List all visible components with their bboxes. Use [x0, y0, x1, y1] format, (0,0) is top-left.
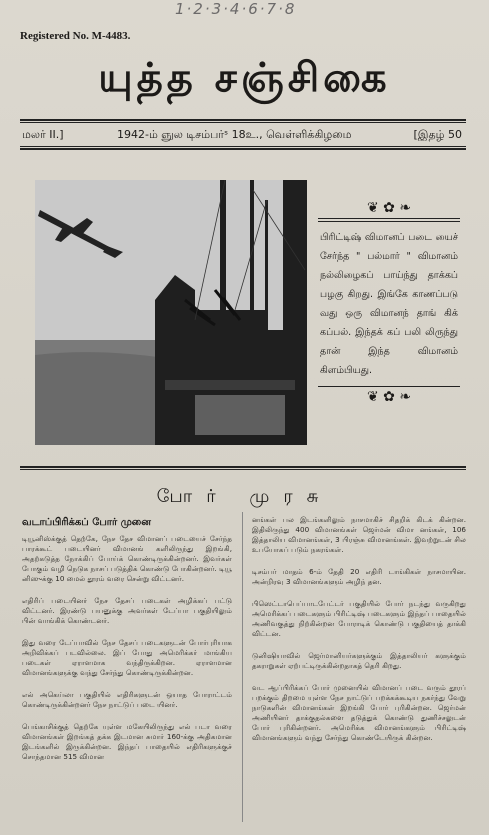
- top-rule: [20, 119, 466, 121]
- article-paragraph: டிசம்பர் மாதம் 6-ம் தேதி 20 எதிரி டாங்கிகள் நாசமாயின. அன்றிரவு 3 விமானங்களும் அழிந் தன.: [252, 567, 466, 586]
- article-paragraph: டுனிஷியாவில் ஜெர்மானியர்களுக்கும் இத்தாலியர் களுக்கும் தகராறுகள் ஏற்பட்டிருக்கின்றதாகத் தெரி கிறது.: [252, 651, 466, 670]
- article-paragraph: இது வரை டேப்பாவில் நேச தேசப் படைகளுடன் போர்புரியாக அறிவிக்கப் படவில்லை. இப் போது அமெரிக்கர் மாங்கிய படைகள் ஏராளமாக வந்திருக்கிறன. ஏராளமான விமானங்களுக்கு வந்து சேர்ந்து கொண்டிருக்கின்றன.: [22, 638, 232, 677]
- column-divider: [242, 512, 243, 822]
- section-rule-thin: [20, 469, 466, 470]
- right-column: [252, 515, 466, 755]
- warship-photo: [35, 180, 307, 445]
- ornament-bottom: ❦ ✿ ❧: [366, 389, 412, 405]
- photo-caption: பிரிட்டிஷ் விமானப் படை யைச் சேர்ந்த " பல்மார் " விமானம் நல்லிழைகப் பாய்ந்து தாக்கப் பழகு கிறது. இங்கே காணப்படு வது ஒரு விமானந் தாங் கிக் கப்பல். இந்தக் கப் பலி லிருந்து தான் இந்த விமானம் கிளம்பியது.: [320, 232, 458, 376]
- masthead-title: யுத்த சஞ்சிகை: [98, 55, 391, 101]
- article-paragraph: னங்கள் பல இடங்களிலும் நாசமாகிச் சிதறிக் கிடக் கின்றன. இதிலிருந்து 400 விமானங்கள் ஜெர்மன் விமா னங்கள், 106 இத்தாலிய விமானங்கள், 3 பிரஞ்சு விமானங்கள். இவற்றுடன் சில உபயோகப் படும் நகரங்கள்.: [252, 515, 466, 554]
- issue-rule: [20, 146, 466, 147]
- article-paragraph: எல் அகெய்லா பகுதியில் எதிரிகளுடன் ஒயாத போராட்டம் கொண்டிருக்கின்றனர் நேச நாட்டுப் படை யினர்.: [22, 690, 232, 709]
- registration-number: Registered No. M-4483.: [20, 30, 131, 42]
- photo-caption-box: [318, 200, 460, 405]
- top-rule-thin: [20, 122, 466, 123]
- article-paragraph: பிஸெட்டாபெப்பாடபேட்டர் பகுதியில் போர் நடந்து வருகிறது அமெரிக்கப் படைகளும் பிரிட்டிஷ் படைகளும் இந்தப் பாதையில் அணிவகுத்து நிற்கின்றன போராடிக் கொண்டு பகுதியைத் தாக்கி விட்டன.: [252, 599, 466, 638]
- ornament-top: ❦ ✿ ❧: [366, 200, 412, 216]
- article-paragraph: எதிரிப் படையினர் நேச தேசப் படைகள் அழிக்கப் பட்டு விட்டனர். இரண்டு பயனுக்கு அவர்கள் டேப்பா பகுதியிலும் பின் வாங்கிக் கொண்டனர்.: [22, 596, 232, 625]
- issue-number: [இதழ் 50: [413, 128, 462, 141]
- issue-rule-thick: [20, 148, 466, 150]
- left-column: [22, 518, 232, 774]
- article-paragraph: பெங்காசிக்குத் தெற்கே யுள்ள மகேயிலிருந்து எல் படா வரை விமானங்கள் இறங்கத் தக்க இடமான சுமார் 160-க்கு அதிகமான இடங்களில் இருக்கின்றன. இந்தப் பாதையில் எதிரிகளுக்குச் சொந்தமான 515 விமான: [22, 722, 232, 761]
- volume-label: மலர் II.]: [22, 128, 64, 141]
- article-paragraph: வட ஆப்பிரிக்கப் போர் முனையில் விமானப் படை வரும் தூரப் பறக்கும் திறமை யுள்ள நேச நாட்டுப் பறக்கக்கூடிய நகர்ந்து வேறு நாடுகளின் விமானங்கள் இறங்கி போர் புரிகின்றன. ஜெர்மன் அணியினர் தாக்குதல்களை தடுத்துக் கொண்டு துணிச்சலுடன் போர் புரிகின்றனர். அமெரிக்க விமானங்களும் பிரிட்டிஷ் விமானங்களும் வந்து சேர்ந்து கொண்டேயிருக் கின்றன.: [252, 683, 466, 742]
- warship-illustration: [35, 180, 307, 445]
- issue-date: 1942-ம் ஞுல டிசம்பர்ˢ 18உ., வெள்ளிக்கிழமை: [117, 128, 352, 141]
- section-rule: [20, 466, 466, 468]
- handwritten-numbers: 1·2·3·4·6·7·8: [175, 0, 297, 18]
- article-heading: வடாப்பிரிக்கப் போர் முனை: [22, 517, 151, 528]
- article-paragraph: டியூனிஸ்க்குத் தெற்கே, நேச தேச விமானப் படையைச் சேர்ந்த பாரக்கூட் படையினர் விமானங் களிலிருந்து இறங்கி, அதற்கடுத்த நோக்கிப் போய்க் கொண்டிருக்கின்றனர். இவர்கள் போகும் வழி நெடுக நாசப் படுத்திக் கொண்டு போகின்றனர். டியூ னிஸுக்கு 10 மைல் தூரம் வரை சென்று விட்டனர்.: [22, 534, 232, 583]
- section-title: போர் முரசு: [156, 486, 333, 507]
